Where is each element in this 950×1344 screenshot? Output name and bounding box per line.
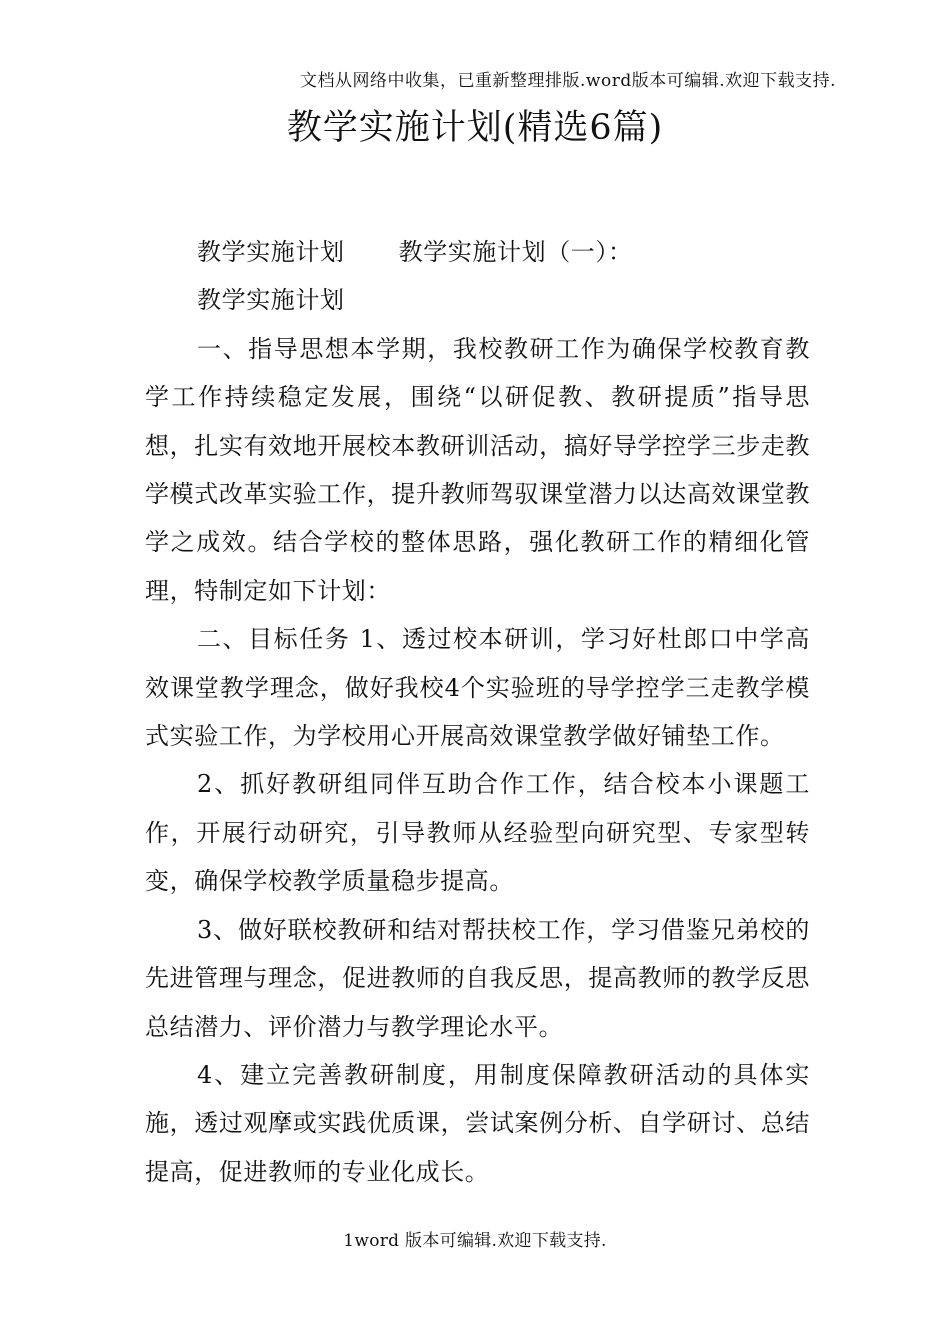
footer-note: 1word 版本可编辑.欢迎下载支持. xyxy=(343,1231,607,1251)
paragraph: 2、抓好教研组同伴互助合作工作，结合校本小课题工作，开展行动研究，引导教师从经验型向研究型、专家型转变，确保学校教学质量稳步提高。 xyxy=(145,770,810,896)
intro-heading-row xyxy=(145,228,810,276)
paragraph: 4、建立完善教研制度，用制度保障教研活动的具体实施，透过观摩或实践优质课，尝试案例分析、自学研讨、总结提高，促进教师的专业化成长。 xyxy=(145,1060,810,1186)
document-body xyxy=(145,228,810,1196)
paragraph: 一、指导思想本学期，我校教研工作为确保学校教育教学工作持续稳定发展，围绕“以研促教、教研提质”指导思想，扎实有效地开展校本教研训活动，搞好导学控学三步走教学模式改革实验工作，提升教师驾驭课堂潜力以达高效课堂教学之成效。结合学校的整体思路，强化教研工作的精细化管理，特制定如下计划： xyxy=(145,334,810,605)
paragraph: 二、目标任务 1、透过校本研训，学习好杜郎口中学高效课堂教学理念，做好我校4个实验班的导学控学三走教学模式实验工作，为学校用心开展高效课堂教学做好铺垫工作。 xyxy=(145,625,810,751)
header-note: 文档从网络中收集，已重新整理排版.word版本可编辑.欢迎下载支持. xyxy=(300,71,837,91)
paragraph: 3、做好联校教研和结对帮扶校工作，学习借鉴兄弟校的先进管理与理念，促进教师的自我反思，提高教师的教学反思总结潜力、评价潜力与教学理论水平。 xyxy=(145,915,810,1041)
section-heading: 教学实施计划（一）： xyxy=(398,238,633,266)
document-title: 教学实施计划(精选6篇) xyxy=(286,108,664,148)
intro-subheading: 教学实施计划 xyxy=(197,286,345,315)
intro-label: 教学实施计划 xyxy=(197,238,345,266)
